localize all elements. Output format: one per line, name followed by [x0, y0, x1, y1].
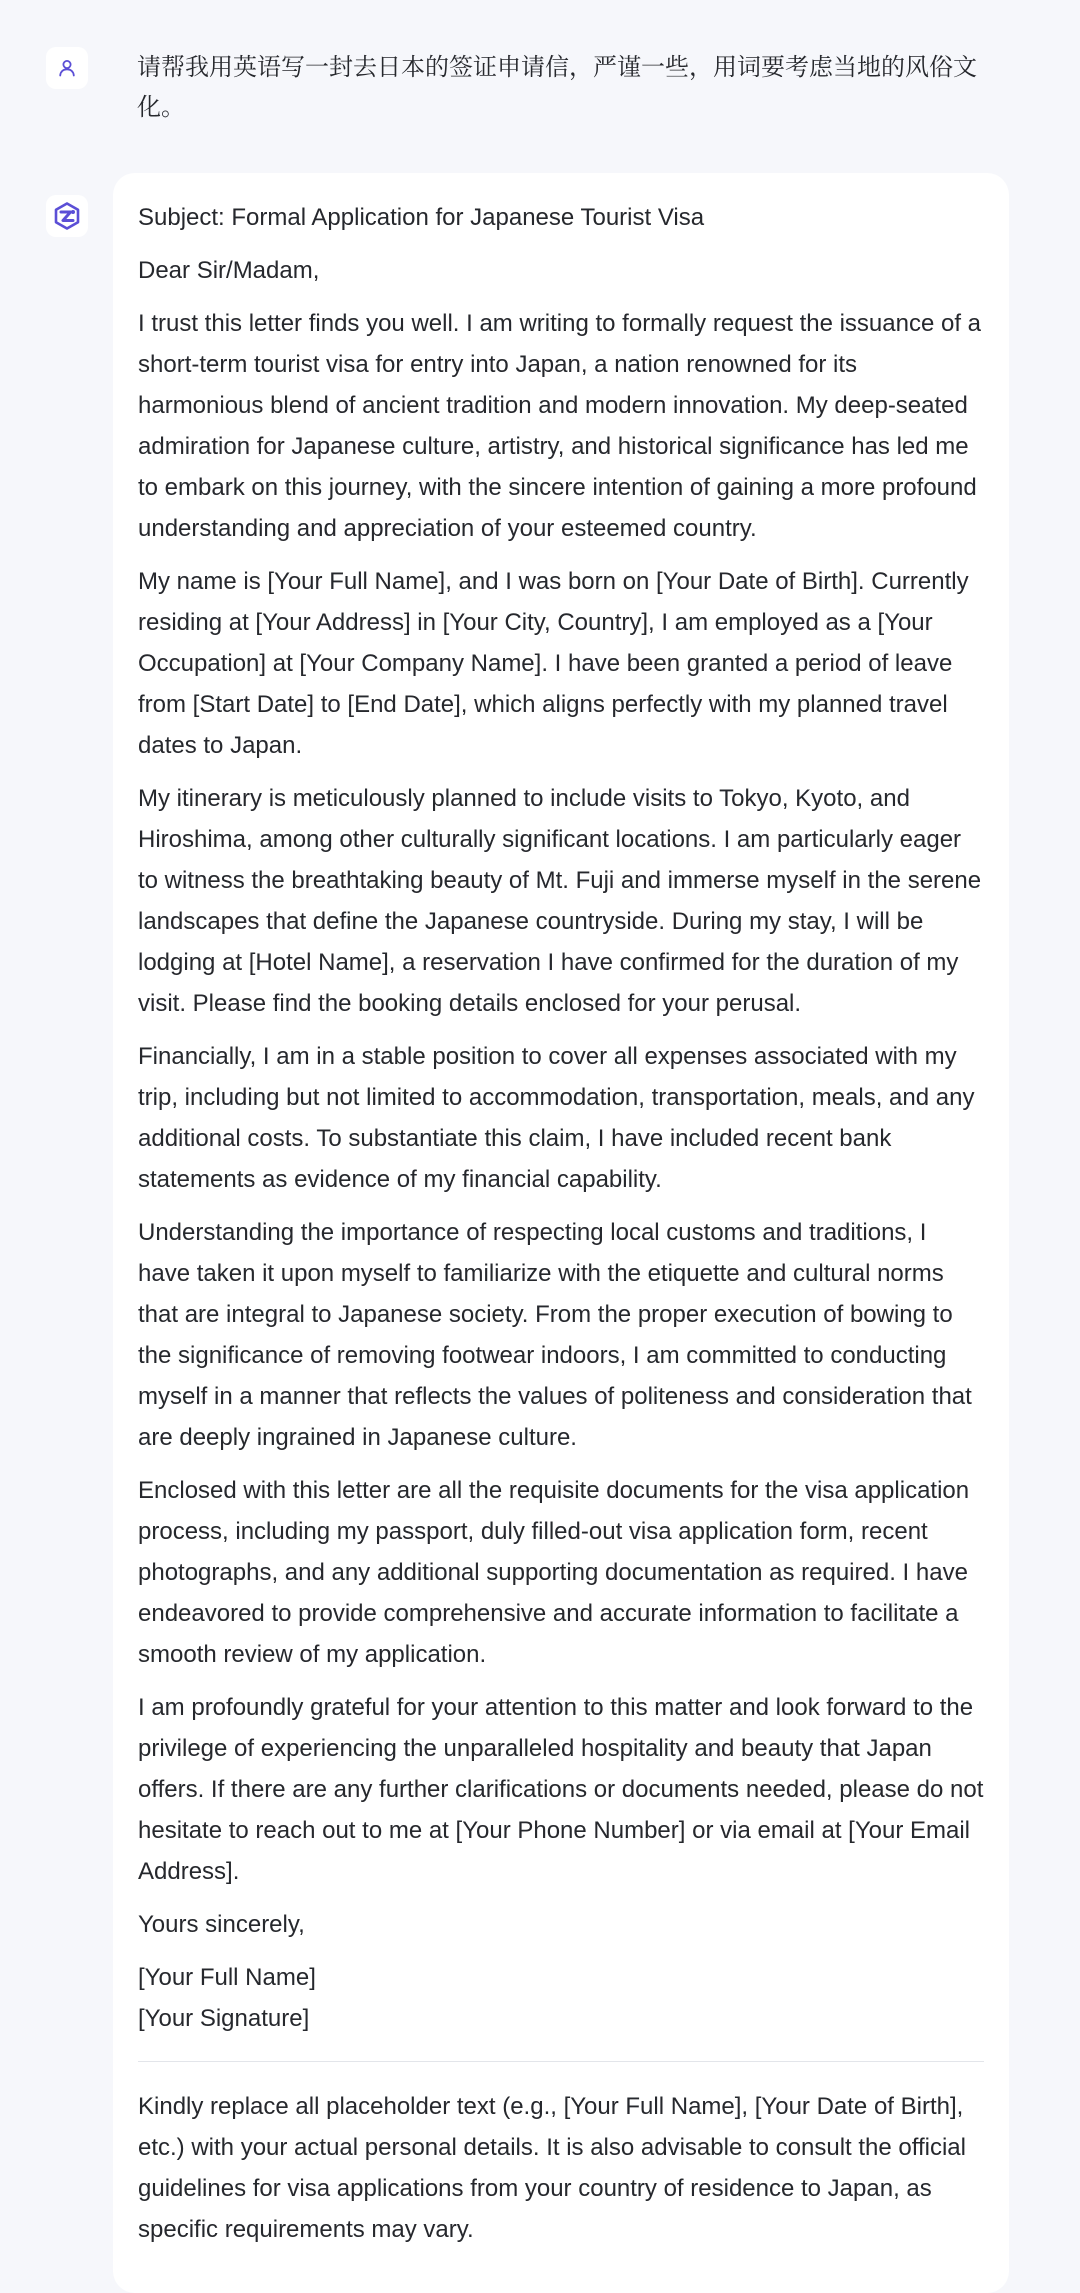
letter-paragraph-intro: I trust this letter finds you well. I am writing to formally request the issuance of a short-term tourist visa for entry into Japan, a nation renowned for its harmonious blend of ancient tradition and modern innovation. My deep-seated admiration for Japanese culture, artistry, and historical significance has led me to embark on this journey, with the sincere intention of gaining a more profound understanding and appreciation of your esteemed country.: [138, 310, 982, 542]
letter-paragraph-itinerary: My itinerary is meticulously planned to include visits to Tokyo, Kyoto, and Hiroshima, among other culturally significant locations. I am particularly eager to witness the breathtaking beauty of Mt. Fuji and immerse myself in the serene landscapes that define the Japanese countryside. During my stay, I will be lodging at [Hotel Name], a reservation I have confirmed for the duration of my visit. Please find the booking details enclosed for your perusal.: [138, 785, 982, 1017]
letter-paragraph-customs: Understanding the importance of respecting local customs and traditions, I have taken it upon myself to familiarize with the etiquette and cultural norms that are integral to Japanese society. From the proper execution of bowing to the significance of removing footwear indoors, I am committed to conducting myself in a manner that reflects the values of politeness and consideration that are deeply ingrained in Japanese culture.: [138, 1219, 972, 1451]
letter-paragraph-personal-details: My name is [Your Full Name], and I was born on [Your Date of Birth]. Currently residing at [Your Address] in [Your City, Country], I am employed as a [Your Occupation] at [Your Company Name]. I have been granted a period of leave from [Start Date] to [End Date], which aligns perfectly with my planned travel dates to Japan.: [138, 568, 969, 759]
letter-subject: Subject: Formal Application for Japanese Tourist Visa: [138, 204, 705, 231]
assistant-response-card: [113, 173, 1009, 2293]
user-message-text: 请帮我用英语写一封去日本的签证申请信，严谨一些，用词要考虑当地的风俗文化。: [137, 54, 977, 121]
letter-closing: Yours sincerely,: [138, 1911, 305, 1938]
section-divider: [138, 2061, 984, 2062]
letter-paragraph-documents: Enclosed with this letter are all the requisite documents for the visa application process, including my passport, duly filled-out visa application form, recent photographs, and any additional supporting documentation as required. I have endeavored to provide comprehensive and accurate information to facilitate a smooth review of my application.: [138, 1477, 970, 1668]
assistant-logo-icon: [52, 201, 82, 231]
signature-block: [138, 1957, 984, 2039]
assistant-avatar: [46, 195, 88, 237]
signature-line: [Your Signature]: [138, 2005, 310, 2032]
placeholder-note: Kindly replace all placeholder text (e.g., [Your Full Name], [Your Date of Birth], etc.) with your actual personal details. It is also advisable to consult the official guidelines for visa applications from your country of residence to Japan, as specific requirements may vary.: [138, 2093, 966, 2243]
user-avatar: [46, 47, 88, 89]
signature-name: [Your Full Name]: [138, 1964, 316, 1991]
letter-salutation: Dear Sir/Madam,: [138, 257, 320, 284]
user-icon: [57, 58, 77, 78]
letter-paragraph-finances: Financially, I am in a stable position to cover all expenses associated with my trip, including but not limited to accommodation, transportation, meals, and any additional costs. To substantiate this claim, I have included recent bank statements as evidence of my financial capability.: [138, 1043, 975, 1193]
letter-paragraph-gratitude: I am profoundly grateful for your attention to this matter and look forward to the privilege of experiencing the unparalleled hospitality and beauty that Japan offers. If there are any further clarifications or documents needed, please do not hesitate to reach out to me at [Your Phone Number] or via email at [Your Email Address].: [138, 1694, 984, 1885]
